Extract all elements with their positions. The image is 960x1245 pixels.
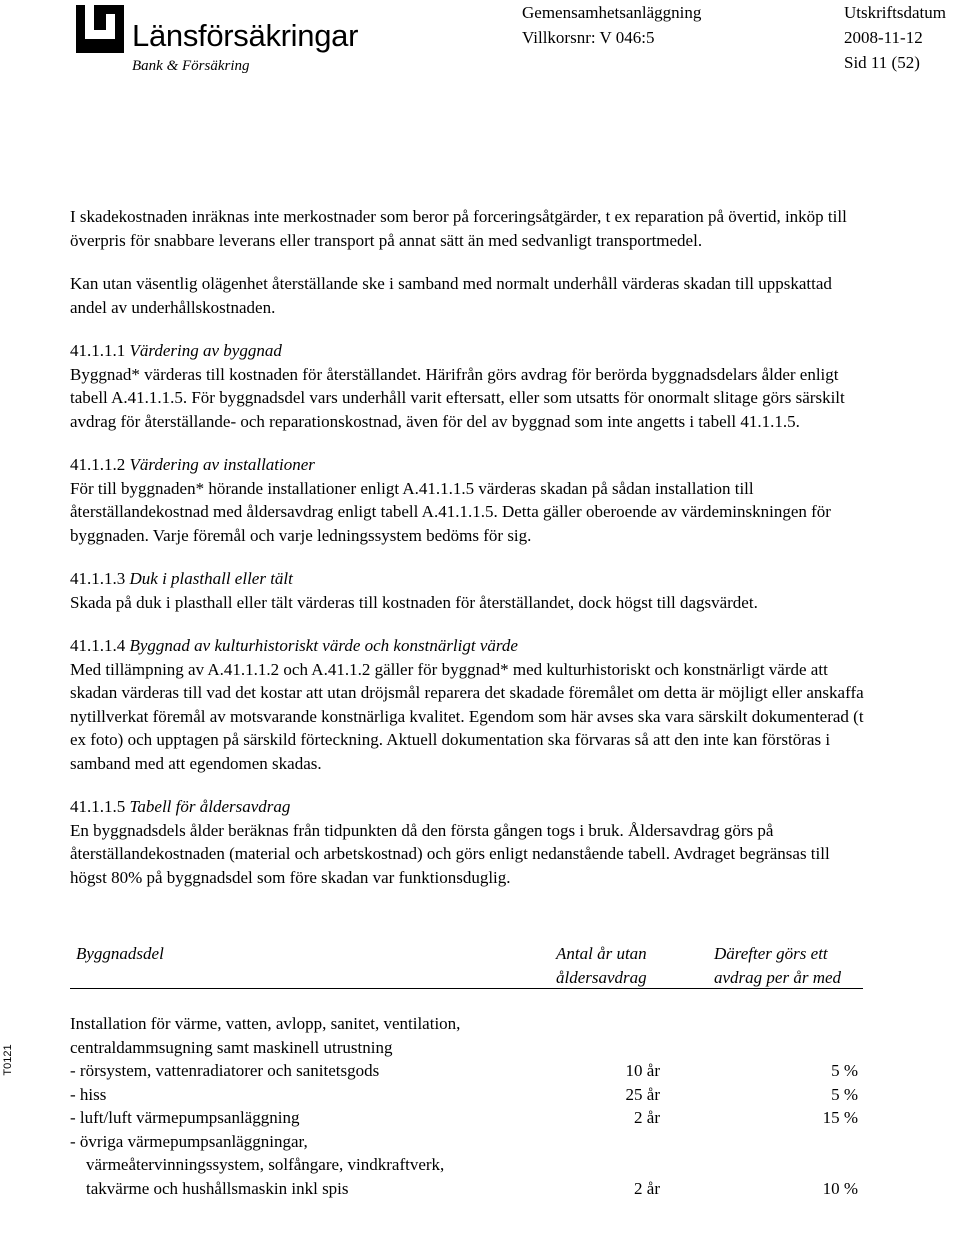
row-description: - rörsystem, vattenradiatorer och sanitetsgods bbox=[70, 1061, 380, 1080]
table-row bbox=[70, 1059, 860, 1083]
section-heading bbox=[70, 453, 870, 477]
brand-name: Länsförsäkringar bbox=[132, 18, 359, 53]
table-row bbox=[70, 1130, 860, 1201]
section-41-1-1-2 bbox=[70, 453, 870, 547]
row-rate: 15 % bbox=[822, 1108, 858, 1127]
section-text: Med tillämpning av A.41.1.1.2 och A.41.1.2 gäller för byggnad* med kulturhistoriskt och konstnärligt värde att skadan värderas till vad det kostar att utan dröjsmål reparera det skadade föremålet om detta är möjligt eller anskaffa nytillverkat föremål av motsvarande konstnärliga kvalitet. Egendom som här avses ska vara särskilt dokumenterad (t ex foto) och upptagen på särskild förteckning. Aktuell dokumentation ska förvaras så att den inte kan förstöras i samband med att egendomen skadas. bbox=[70, 659, 864, 773]
print-date-block bbox=[844, 0, 946, 50]
row-years: 2 år bbox=[634, 1178, 660, 1198]
section-number: 41.1.1.3 bbox=[70, 569, 126, 588]
section-heading bbox=[70, 634, 870, 658]
section-heading bbox=[70, 567, 870, 591]
intro-paragraph: I skadekostnaden inräknas inte merkostnader som beror på forceringsåtgärder, t ex reparation på övertid, inköp till överpris för snabbare leverans eller transport på annat sätt än med sedvanligt transportmedel. bbox=[70, 207, 847, 250]
section-number: 41.1.1.1 bbox=[70, 341, 126, 360]
table-row bbox=[70, 1106, 860, 1130]
column-header-years-line: åldersavdrag bbox=[556, 967, 647, 987]
section-title: Värdering av installationer bbox=[129, 455, 315, 474]
intro-paragraph: Kan utan väsentlig olägenhet återställande ske i samband med normalt underhåll värderas skadan till uppskattad andel av underhållskostnaden. bbox=[70, 274, 832, 317]
column-header-part: Byggnadsdel bbox=[76, 944, 164, 963]
row-years: 25 år bbox=[625, 1084, 660, 1104]
section-41-1-1-5 bbox=[70, 795, 870, 889]
row-years: 10 år bbox=[625, 1061, 660, 1080]
margin-code bbox=[0, 1030, 16, 1090]
section-title: Duk i plasthall eller tält bbox=[129, 569, 293, 588]
row-description: - övriga värmepumpsanläggningar, värmeåtervinningssystem, solfångare, vindkraftverk, takvärme och hushållsmaskin inkl spis bbox=[70, 1131, 445, 1198]
column-header-rate-line: avdrag per år med bbox=[714, 967, 842, 987]
section-number: 41.1.1.2 bbox=[70, 455, 126, 474]
age-deduction-table-header bbox=[70, 942, 863, 989]
section-title: Tabell för åldersavdrag bbox=[129, 797, 291, 816]
document-header bbox=[522, 0, 701, 50]
row-description: - luft/luft värmepumpsanläggning bbox=[70, 1108, 300, 1127]
lansforsakringar-logo-icon bbox=[76, 5, 124, 53]
page-number: Sid 11 (52) bbox=[844, 53, 920, 72]
column-header-rate-line: Därefter görs ett bbox=[714, 944, 828, 963]
document-body bbox=[70, 205, 870, 909]
row-rate: 5 % bbox=[831, 1061, 858, 1080]
section-text: En byggnadsdels ålder beräknas från tidpunkten då den första gången togs i bruk. Åldersavdrag görs på återställandekostnaden (material och arbetskostnad) och görs enligt nedanstående tabell. Avdraget begränsas till högst 80% på byggnadsdel som före skadan var funktionsduglig. bbox=[70, 820, 830, 887]
column-header-years bbox=[556, 942, 647, 989]
brand-subtitle: Bank & Försäkring bbox=[132, 58, 250, 74]
section-number: 41.1.1.4 bbox=[70, 636, 126, 655]
section-text: Byggnad* värderas till kostnaden för återställandet. Härifrån görs avdrag för berörda byggnadsdelars ålder enligt tabell A.41.1.1.5. För byggnadsdel vars underhåll varit eftersatt, eller som utsatts för onormalt slitage görs särskilt avdrag för återställande- och reparationskostnad, även för del av byggnad som inte angetts i tabell 41.1.1.5. bbox=[70, 364, 845, 431]
row-description: Installation för värme, vatten, avlopp, sanitet, ventilation, centraldammsugning samt maskinell utrustning bbox=[70, 1014, 461, 1057]
section-heading bbox=[70, 339, 870, 363]
row-description: - hiss bbox=[70, 1084, 107, 1104]
terms-number: Villkorsnr: V 046:5 bbox=[522, 28, 655, 47]
row-rate: 5 % bbox=[831, 1084, 858, 1104]
table-row bbox=[70, 1083, 860, 1107]
column-header-rate bbox=[714, 942, 841, 989]
section-number: 41.1.1.5 bbox=[70, 797, 126, 816]
print-date: 2008-11-12 bbox=[844, 28, 923, 47]
section-41-1-1-1 bbox=[70, 339, 870, 433]
section-text: Skada på duk i plasthall eller tält värderas till kostnaden för återställandet, dock högst till dagsvärdet. bbox=[70, 592, 758, 612]
column-header-years-line: Antal år utan bbox=[556, 944, 647, 963]
section-title: Värdering av byggnad bbox=[129, 341, 282, 360]
section-title: Byggnad av kulturhistoriskt värde och konstnärligt värde bbox=[129, 636, 518, 655]
table-row bbox=[70, 1012, 860, 1059]
row-years: 2 år bbox=[634, 1108, 660, 1127]
document-title: Gemensamhetsanläggning bbox=[522, 3, 702, 22]
row-rate: 10 % bbox=[822, 1178, 858, 1198]
age-deduction-table bbox=[70, 1012, 860, 1200]
section-41-1-1-4 bbox=[70, 634, 870, 775]
section-text: För till byggnaden* hörande installationer enligt A.41.1.1.5 värderas skadan på sådan installation till återställandekostnad med åldersavdrag enligt tabell A.41.1.1.5. Detta gäller oberoende av värdeminskningen för byggnaden. Varje föremål och varje ledningssystem bedöms för sig. bbox=[70, 478, 831, 545]
print-date-label: Utskriftsdatum bbox=[844, 3, 946, 22]
section-41-1-1-3 bbox=[70, 567, 870, 614]
section-heading bbox=[70, 795, 870, 819]
margin-code-text: T0121 bbox=[2, 1044, 14, 1076]
